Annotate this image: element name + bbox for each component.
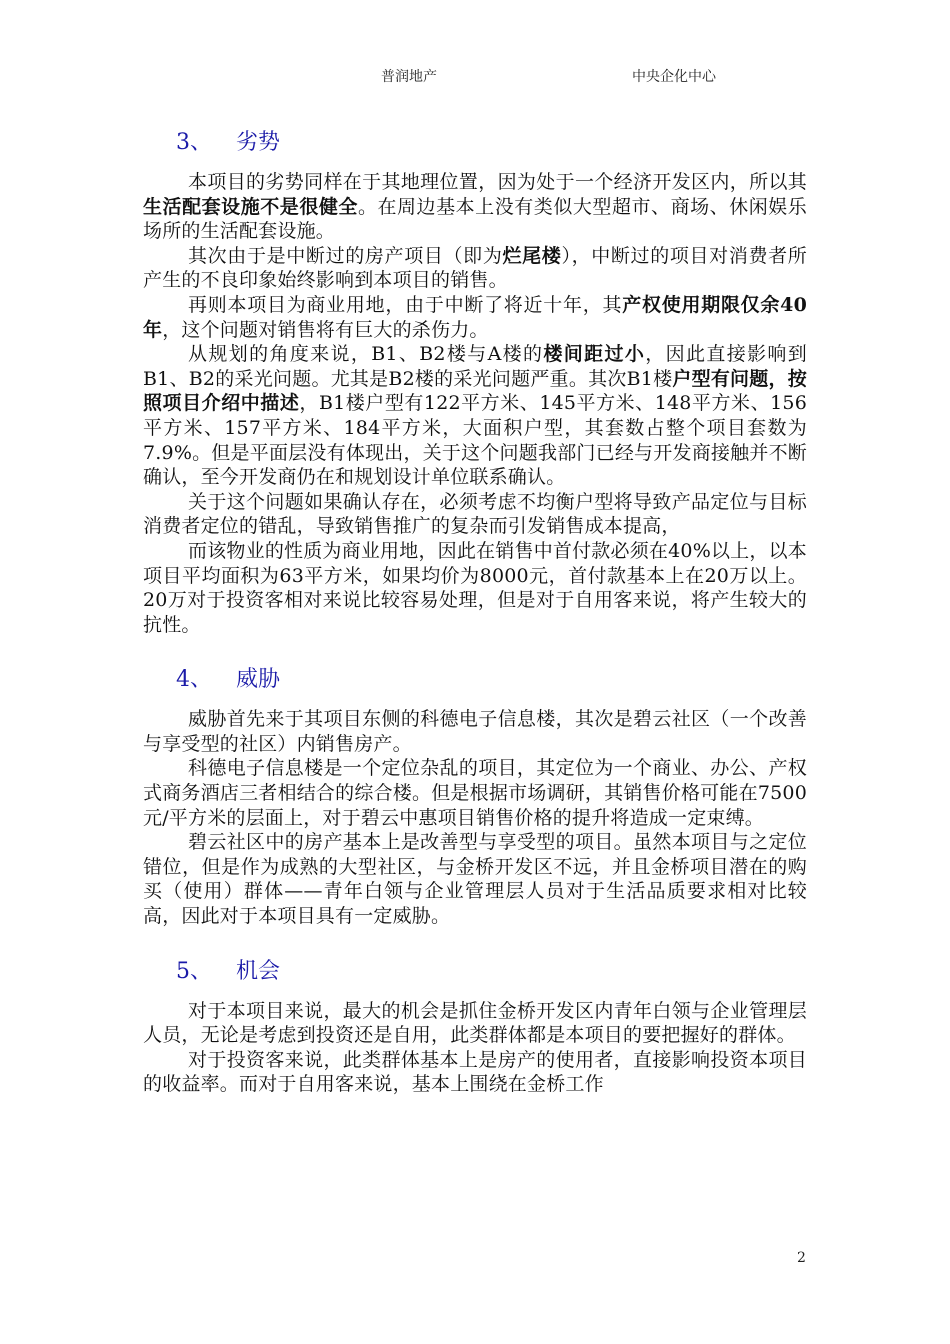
- section-heading-opportunity: [143, 957, 807, 987]
- section-body-threat: [143, 707, 807, 928]
- paragraph: 其次由于是中断过的房产项目（即为烂尾楼），中断过的项目对消费者所产生的不良印象始终影响到本项目的销售。: [143, 244, 807, 292]
- paragraph: 威胁首先来于其项目东侧的科德电子信息楼，其次是碧云社区（一个改善与享受型的社区）内销售房产。: [143, 708, 807, 755]
- paragraph: 而该物业的性质为商业用地，因此在销售中首付款必须在40%以上，以本项目平均面积为63平方米，如果均价为8000元，首付款基本上在20万以上。20万对于投资客相对来说比较容易处理，但是对于自用客来说，将产生较大的抗性。: [143, 539, 807, 636]
- section-body-weakness: [143, 170, 807, 637]
- paragraph: 对于本项目来说，最大的机会是抓住金桥开发区内青年白领与企业管理层人员，无论是考虑到投资还是自用，此类群体都是本项目的要把握好的群体。: [143, 999, 807, 1047]
- section-heading-weakness: [143, 128, 807, 158]
- section-title: 威胁: [236, 667, 281, 693]
- emphasis: 楼间距过小: [543, 343, 646, 366]
- paragraph: 关于这个问题如果确认存在，必须考虑不均衡户型将导致产品定位与目标消费者定位的错乱，导致销售推广的复杂而引发销售成本提高，: [143, 490, 807, 538]
- emphasis: 烂尾楼: [502, 244, 562, 267]
- emphasis: 生活配套设施不是很健全: [143, 195, 358, 218]
- section-number: 5、: [176, 958, 212, 984]
- section-body-opportunity: [143, 999, 807, 1097]
- paragraph: 再则本项目为商业用地，由于中断了将近十年，其产权使用期限仅余40年，这个问题对销售将有巨大的杀伤力。: [143, 293, 807, 341]
- paragraph: 对于投资客来说，此类群体基本上是房产的使用者，直接影响投资本项目的收益率。而对于自用客来说，基本上围绕在金桥工作: [143, 1048, 807, 1096]
- header-company: 普润地产: [381, 69, 437, 85]
- emphasis: 产权使用期限仅余40年: [143, 293, 807, 341]
- document-body: [143, 128, 807, 1097]
- header-department: 中央企化中心: [632, 69, 716, 85]
- paragraph: 科德电子信息楼是一个定位杂乱的项目，其定位为一个商业、办公、产权式商务酒店三者相结合的综合楼。但是根据市场调研，其销售价格可能在7500元/平方米的层面上，对于碧云中惠项目销售价格的提升将造成一定束缚。: [143, 757, 807, 829]
- section-number: 3、: [176, 130, 212, 155]
- page-header: [0, 66, 950, 88]
- paragraph: 本项目的劣势同样在于其地理位置，因为处于一个经济开发区内，所以其生活配套设施不是很健全。在周边基本上没有类似大型超市、商场、休闲娱乐场所的生活配套设施。: [143, 171, 807, 243]
- section-heading-threat: [143, 665, 807, 695]
- page-number: 2: [797, 1250, 806, 1266]
- section-title: 劣势: [236, 130, 281, 155]
- emphasis: 户型有问题，按照项目介绍中描述: [143, 367, 807, 415]
- section-number: 4、: [176, 667, 212, 693]
- section-title: 机会: [236, 958, 281, 984]
- paragraph: 从规划的角度来说，B1、B2楼与A楼的楼间距过小，因此直接影响到B1、B2的采光问题。尤其是B2楼的采光问题严重。其次B1楼户型有问题，按照项目介绍中描述，B1楼户型有122平方米、145平方米、148平方米、156平方米、157平方米、184平方米，大面积户型，其套数占整个项目套数为7.9%。但是平面层没有体现出，关于这个问题我部门已经与开发商接触并不断确认，至今开发商仍在和规划设计单位联系确认。: [143, 343, 808, 489]
- paragraph: 碧云社区中的房产基本上是改善型与享受型的项目。虽然本项目与之定位错位，但是作为成熟的大型社区，与金桥开发区不远，并且金桥项目潜在的购买（使用）群体——青年白领与企业管理层人员对于生活品质要求相对比较高，因此对于本项目具有一定威胁。: [143, 831, 807, 928]
